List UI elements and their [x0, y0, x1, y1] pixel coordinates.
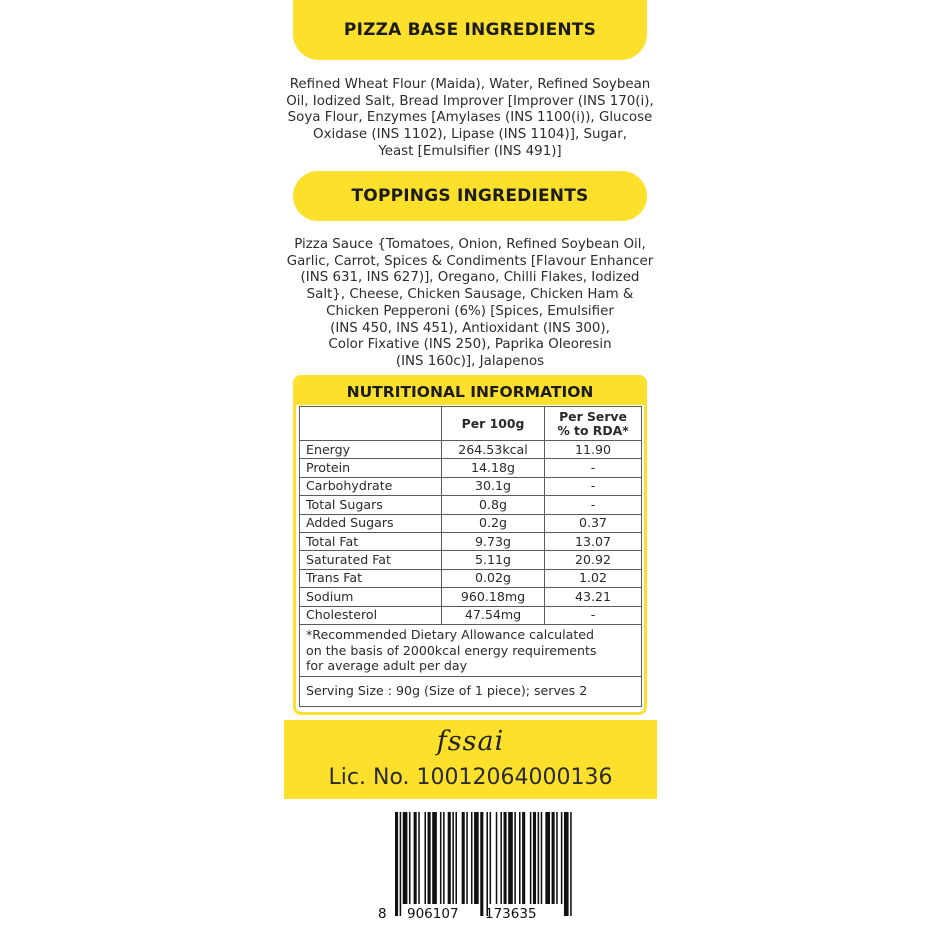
- pizza-base-ingredients-text: Refined Wheat Flour (Maida), Water, Refined Soybean Oil, Iodized Salt, Bread Improver [Improver (INS 170(i), Soya Flour, Enzymes [Amylases (INS 1100(i)), Glucose Oxidase (INS 1102), Lipase (INS 1104)], Sugar, Yeast [Emulsifier (INS 491)]: [286, 77, 654, 159]
- nutrient-name: Cholesterol: [300, 606, 442, 624]
- barcode-bar: [500, 812, 502, 904]
- nutrient-name: Total Sugars: [300, 496, 442, 514]
- nutrient-rda: 43.21: [545, 588, 642, 606]
- header-blank-cell: [300, 407, 442, 441]
- barcode-bar: [418, 812, 420, 904]
- barcode-bar: [400, 812, 402, 916]
- header-per-100g: Per 100g: [442, 407, 545, 441]
- barcode-bar: [545, 812, 550, 904]
- barcode-bar: [455, 812, 457, 904]
- nutrient-per-100g: 5.11g: [442, 551, 545, 569]
- barcode-digits-left: 906107: [407, 906, 459, 922]
- barcode-bar: [471, 812, 473, 904]
- barcode-bar: [452, 812, 454, 904]
- nutrient-rda: -: [545, 496, 642, 514]
- nutrition-row: [300, 569, 642, 587]
- barcode-bar: [462, 812, 465, 904]
- barcode-bar: [541, 812, 543, 904]
- nutrition-row: [300, 514, 642, 532]
- nutritional-information-panel: [293, 375, 647, 715]
- barcode-bar: [432, 812, 437, 904]
- barcode-digits: [375, 906, 575, 926]
- barcode-bar: [522, 812, 525, 904]
- nutrition-row: [300, 477, 642, 495]
- nutrition-row: [300, 551, 642, 569]
- nutrient-rda: -: [545, 606, 642, 624]
- nutrient-per-100g: 0.02g: [442, 569, 545, 587]
- toppings-heading-text: TOPPINGS INGREDIENTS: [351, 186, 589, 206]
- nutrient-rda: -: [545, 459, 642, 477]
- nutrient-rda: 0.37: [545, 514, 642, 532]
- barcode-bar: [466, 812, 468, 904]
- nutrition-header-row: [300, 407, 642, 441]
- nutrition-row: [300, 459, 642, 477]
- barcode-bar: [552, 812, 555, 904]
- barcode-bar: [496, 812, 498, 904]
- header-per-serve-rda: Per Serve % to RDA*: [545, 407, 642, 441]
- rda-note-row: [300, 624, 642, 676]
- serving-size: Serving Size : 90g (Size of 1 piece); serves 2: [300, 676, 642, 706]
- barcode-bar: [538, 812, 540, 904]
- nutrient-per-100g: 14.18g: [442, 459, 545, 477]
- barcode-bar: [403, 812, 408, 904]
- toppings-ingredients-heading: [293, 171, 647, 221]
- nutrition-row: [300, 588, 642, 606]
- barcode-bar: [474, 812, 479, 904]
- barcode-bar: [414, 812, 417, 904]
- nutrient-name: Sodium: [300, 588, 442, 606]
- barcode-bar: [508, 812, 513, 904]
- nutrient-name: Total Fat: [300, 532, 442, 550]
- serving-size-row: [300, 676, 642, 706]
- nutrient-name: Trans Fat: [300, 569, 442, 587]
- nutrient-name: Carbohydrate: [300, 477, 442, 495]
- barcode-bar: [556, 812, 558, 904]
- nutrient-rda: 13.07: [545, 532, 642, 550]
- pizza-base-heading-text: PIZZA BASE INGREDIENTS: [343, 20, 597, 40]
- nutrient-rda: -: [545, 477, 642, 495]
- nutrient-per-100g: 30.1g: [442, 477, 545, 495]
- fssai-logo: fssai: [436, 726, 505, 757]
- barcode-bar: [564, 812, 569, 916]
- barcode-bar: [424, 812, 426, 904]
- nutritional-information-title: NUTRITIONAL INFORMATION: [296, 378, 644, 405]
- nutrient-per-100g: 0.2g: [442, 514, 545, 532]
- barcode-bar: [448, 812, 451, 904]
- barcode-bar: [570, 812, 572, 916]
- fssai-license-number: Lic. No. 10012064000136: [328, 765, 613, 790]
- toppings-ingredients-text: Pizza Sauce {Tomatoes, Onion, Refined Soybean Oil, Garlic, Carrot, Spices & Condiments [Flavour Enhancer (INS 631, INS 627)], Oregano, Chilli Flakes, Iodized Salt}, Cheese, Chicken Sausage, Chicken Ham & Chicken Pepperoni (6%) [Spices, Emulsifier (INS 450, INS 451), Antioxidant (INS 300), Color Fixative (INS 250), Paprika Oleoresin (INS 160c)], Jalapenos: [286, 237, 654, 369]
- barcode-bar: [533, 812, 536, 904]
- nutrient-name: Energy: [300, 441, 442, 459]
- nutrient-rda: 20.92: [545, 551, 642, 569]
- barcode-digit-first: 8: [378, 906, 387, 922]
- nutrient-name: Saturated Fat: [300, 551, 442, 569]
- barcode-bar: [490, 812, 492, 904]
- nutrition-row: [300, 532, 642, 550]
- nutrient-name: Protein: [300, 459, 442, 477]
- barcode-bar: [428, 812, 431, 904]
- barcode-bar: [514, 812, 516, 904]
- barcode-bar: [486, 812, 488, 916]
- nutrition-table: [299, 406, 642, 707]
- nutrient-name: Added Sugars: [300, 514, 442, 532]
- fssai-band: [284, 720, 657, 799]
- rda-note: *Recommended Dietary Allowance calculated on the basis of 2000kcal energy requirements for average adult per day: [300, 624, 642, 676]
- nutrient-rda: 1.02: [545, 569, 642, 587]
- barcode-bar: [395, 812, 398, 916]
- barcode-bar: [480, 812, 483, 916]
- nutrient-per-100g: 264.53kcal: [442, 441, 545, 459]
- barcode-bar: [561, 812, 563, 904]
- nutrient-per-100g: 9.73g: [442, 532, 545, 550]
- nutrient-rda: 11.90: [545, 441, 642, 459]
- barcode-bar: [443, 812, 445, 904]
- barcode-bar: [519, 812, 521, 904]
- barcode-bar: [530, 812, 532, 904]
- nutrition-rows: [300, 441, 642, 625]
- nutrition-row: [300, 496, 642, 514]
- nutrient-per-100g: 960.18mg: [442, 588, 545, 606]
- barcode-bar: [440, 812, 442, 904]
- nutrient-per-100g: 47.54mg: [442, 606, 545, 624]
- pizza-base-ingredients-heading: [293, 0, 647, 60]
- nutrient-per-100g: 0.8g: [442, 496, 545, 514]
- barcode-digits-right: 173635: [485, 906, 537, 922]
- barcode-bar: [409, 812, 411, 904]
- nutrition-row: [300, 606, 642, 624]
- nutrition-row: [300, 441, 642, 459]
- barcode-bar: [504, 812, 507, 904]
